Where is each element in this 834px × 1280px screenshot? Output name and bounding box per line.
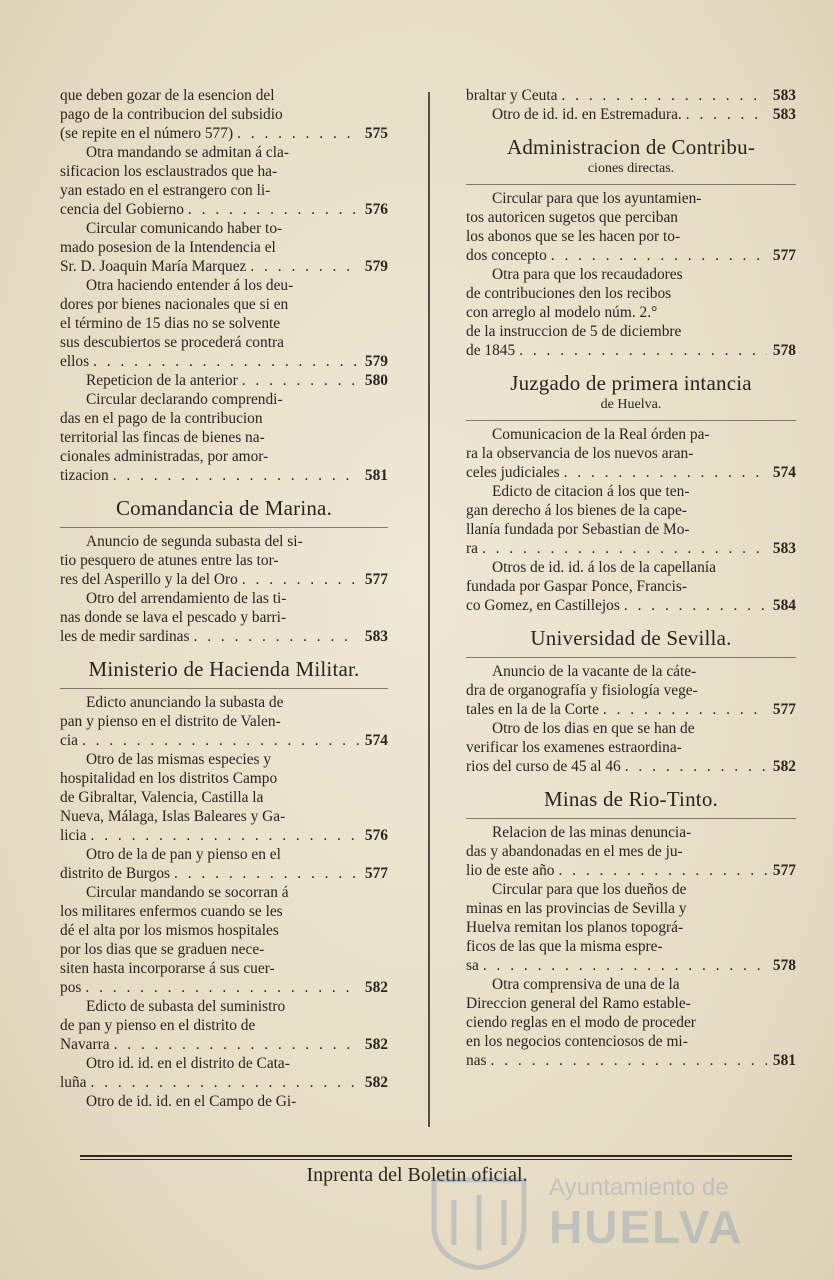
- entry-text: Otro de id. id. en Estremadura.: [492, 106, 682, 123]
- index-entry: [60, 1092, 388, 1111]
- entry-text: territorial las fincas de bienes na-: [60, 429, 265, 446]
- section-block: [466, 134, 796, 185]
- entry-text: de contribuciones den los recibos: [466, 285, 672, 302]
- page-number: 583: [772, 540, 796, 557]
- index-entry: [466, 880, 796, 975]
- entry-text: Nueva, Málaga, Islas Baleares y Ga-: [60, 808, 286, 825]
- entry-text: lio de este año: [466, 862, 555, 879]
- index-entry: [466, 265, 796, 360]
- entry-text: siten hasta incorporarse á sus cuer-: [60, 960, 275, 977]
- entry-text: Otros de id. id. á los de la capellanía: [492, 559, 716, 576]
- page-number: 583: [772, 87, 796, 104]
- entry-text: fundada por Gaspar Ponce, Francis-: [466, 578, 687, 595]
- page-number: 577: [772, 701, 796, 718]
- leader-dots: [190, 627, 359, 646]
- entry-text: nas donde se lava el pescado y barri-: [60, 609, 287, 626]
- entry-text: Otro id. id. en el distrito de Cata-: [86, 1055, 290, 1072]
- leader-dots: [110, 1035, 359, 1054]
- leader-dots: [246, 257, 359, 276]
- entry-text: gan derecho á los bienes de la cape-: [466, 502, 687, 519]
- index-entry: [466, 189, 796, 265]
- entry-text: ra la observancia de los nuevos aran-: [466, 445, 694, 462]
- section-heading: Universidad de Sevilla.: [530, 626, 732, 650]
- entry-text: Comunicacion de la Real órden pa-: [492, 426, 710, 443]
- entry-text: Circular para que los ayuntamien-: [492, 190, 702, 207]
- page-number: 582: [364, 1074, 388, 1091]
- imprint-line: Inprenta del Boletin oficial.: [306, 1164, 528, 1186]
- entry-text: los militares enfermos cuando se les: [60, 903, 283, 920]
- entry-text: de pan y pienso en el distrito de: [60, 1017, 256, 1034]
- leader-dots: [554, 861, 766, 880]
- leader-dots: [87, 1073, 359, 1092]
- footer-rule: [80, 1155, 792, 1157]
- section-rule: [60, 527, 388, 528]
- index-entry: [60, 589, 388, 646]
- entry-text: ellos: [60, 353, 90, 370]
- entry-text: con arreglo al modelo núm. 2.°: [466, 304, 658, 321]
- entry-text: res del Asperillo y la del Oro: [60, 571, 238, 588]
- section-heading: Ministerio de Hacienda Militar.: [88, 657, 360, 681]
- entry-text: Edicto de citacion á los que ten-: [492, 483, 690, 500]
- index-entry: [466, 558, 796, 615]
- page-number: 578: [772, 342, 796, 359]
- page-number: 581: [364, 467, 388, 484]
- section-heading: Comandancia de Marina.: [115, 496, 333, 520]
- entry-text: Otro de id. id. en el Campo de Gi-: [86, 1093, 297, 1110]
- leader-dots: [478, 539, 767, 558]
- entry-text: Circular para que los dueños de: [492, 881, 687, 898]
- entry-text: en los negocios contenciosos de mi-: [466, 1033, 688, 1050]
- entry-text: tos autoricen sugetos que perciban: [466, 209, 678, 226]
- entry-text: Otro de las mismas especies y: [86, 751, 272, 768]
- entry-text: Direccion general del Ramo estable-: [466, 995, 691, 1012]
- entry-text: tales en la de la Corte: [466, 701, 599, 718]
- entry-text: de Gibraltar, Valencia, Castilla la: [60, 789, 264, 806]
- entry-text: Edicto anunciando la subasta de: [86, 694, 284, 711]
- entry-text: Otro de los dias en que se han de: [492, 720, 695, 737]
- entry-text: Otra haciendo entender á los deu-: [86, 277, 294, 294]
- section-block: [466, 625, 796, 658]
- leader-dots: [547, 246, 767, 265]
- leader-dots: [560, 463, 767, 482]
- entry-text: llanía fundada por Sebastian de Mo-: [466, 521, 690, 538]
- leader-dots: [233, 124, 359, 143]
- entry-text: Otro de la de pan y pienso en el: [86, 846, 281, 863]
- leader-dots: [557, 86, 766, 105]
- entry-text: Otra mandando se admitan á cla-: [86, 144, 289, 161]
- entry-text: Otra para que los recaudadores: [492, 266, 683, 283]
- page-number: 579: [364, 258, 388, 275]
- index-entry: [466, 105, 796, 124]
- page-number: 584: [772, 597, 796, 614]
- index-entry: [60, 86, 388, 143]
- entry-text: les de medir sardinas: [60, 628, 190, 645]
- entry-text: Circular comunicando haber to-: [86, 220, 283, 237]
- entry-text: (se repite en el número 577): [60, 125, 234, 142]
- index-entry: [466, 823, 796, 880]
- entry-text: ciendo reglas en el modo de proceder: [466, 1014, 696, 1031]
- leader-dots: [170, 864, 359, 883]
- index-entry: [466, 975, 796, 1070]
- section-heading: Administracion de Contribu-: [506, 135, 756, 159]
- index-entry: [60, 532, 388, 589]
- page-number: 574: [772, 464, 796, 481]
- section-block: [466, 786, 796, 819]
- section-heading: Juzgado de primera intancia: [510, 371, 752, 395]
- entry-text: das en el pago de la contribucion: [60, 410, 263, 427]
- entry-text: de la instruccion de 5 de diciembre: [466, 323, 682, 340]
- index-entry: [60, 997, 388, 1054]
- leader-dots: [89, 352, 359, 371]
- leader-dots: [81, 978, 359, 997]
- entry-text: nas: [466, 1052, 487, 1069]
- section-block: [60, 495, 388, 528]
- index-entry: [60, 276, 388, 371]
- page-number: 582: [364, 1036, 388, 1053]
- entry-text: los abonos que se les hacen por to-: [466, 228, 681, 245]
- page-number: 577: [772, 247, 796, 264]
- entry-text: co Gomez, en Castillejos: [466, 597, 620, 614]
- page-number: 582: [772, 758, 796, 775]
- footer-rule-thin: [80, 1159, 792, 1160]
- index-entry: [60, 219, 388, 276]
- entry-text: luña: [60, 1074, 87, 1091]
- entry-text: ficos de las que la misma espre-: [466, 938, 663, 955]
- page-number: 579: [364, 353, 388, 370]
- entry-text: Otro del arrendamiento de las ti-: [86, 590, 287, 607]
- section-subheading: de Huelva.: [600, 397, 662, 412]
- entry-text: cencia del Gobierno: [60, 201, 184, 218]
- entry-text: braltar y Ceuta: [466, 87, 558, 104]
- entry-text: pago de la contribucion del subsidio: [60, 106, 283, 123]
- entry-text: cionales administradas, por amor-: [60, 448, 269, 465]
- entry-text: sus descubiertos se procederá contra: [60, 334, 284, 351]
- entry-text: Huelva remitan los planos topográ-: [466, 919, 684, 936]
- page-number: 577: [364, 865, 388, 882]
- leader-dots: [78, 731, 359, 750]
- entry-text: celes judiciales: [466, 464, 560, 481]
- leader-dots: [109, 466, 359, 485]
- section-heading: Minas de Rio-Tinto.: [544, 787, 718, 811]
- index-entry: [466, 425, 796, 482]
- entry-text: sa: [466, 957, 479, 974]
- entry-text: Navarra: [60, 1036, 110, 1053]
- page-number: 583: [364, 628, 388, 645]
- section-rule: [466, 184, 796, 185]
- entry-text: dra de organografía y fisiología vege-: [466, 682, 698, 699]
- index-entry: [60, 143, 388, 219]
- entry-text: Anuncio de la vacante de la cáte-: [492, 663, 697, 680]
- entry-text: ra: [466, 540, 478, 557]
- entry-text: pos: [60, 979, 82, 996]
- entry-text: das y abandonadas en el mes de ju-: [466, 843, 683, 860]
- index-entry: [60, 371, 388, 390]
- entry-text: Sr. D. Joaquin María Marquez: [60, 258, 247, 275]
- index-entry: [466, 719, 796, 776]
- page-number: 577: [364, 571, 388, 588]
- index-entry: [60, 883, 388, 997]
- leader-dots: [238, 371, 359, 390]
- section-subheading: ciones directas.: [587, 161, 675, 176]
- page-number: 582: [364, 979, 388, 996]
- entry-text: cia: [60, 732, 78, 749]
- entry-text: dores por bienes nacionales que si en: [60, 296, 289, 313]
- section-rule: [60, 688, 388, 689]
- index-entry: [60, 1054, 388, 1092]
- entry-text: tio pesquero de atunes entre las tor-: [60, 552, 279, 569]
- page-number: 574: [364, 732, 388, 749]
- entry-text: mado posesion de la Intendencia el: [60, 239, 276, 256]
- entry-text: hospitalidad en los distritos Campo: [60, 770, 278, 787]
- entry-text: el término de 15 dias no se solvente: [60, 315, 281, 332]
- index-entry: [466, 86, 796, 105]
- entry-text: sificacion los esclaustrados que ha-: [60, 163, 278, 180]
- entry-text: Circular mandando se socorran á: [86, 884, 289, 901]
- page-number: 580: [364, 372, 388, 389]
- entry-text: dos concepto: [466, 247, 547, 264]
- entry-text: yan estado en el estrangero con li-: [60, 182, 271, 199]
- watermark-line-2: HUELVA: [549, 1201, 744, 1253]
- index-entry: [466, 662, 796, 719]
- right-column: [466, 86, 796, 1070]
- leader-dots: [487, 1051, 767, 1070]
- index-entry: [60, 693, 388, 750]
- entry-text: verificar los examenes estraordina-: [466, 739, 682, 756]
- page-number: 577: [772, 862, 796, 879]
- entry-text: Relacion de las minas denuncia-: [492, 824, 692, 841]
- index-entry: [60, 845, 388, 883]
- entry-text: minas en las provincias de Sevilla y: [466, 900, 687, 917]
- entry-text: Otra comprensiva de una de la: [492, 976, 680, 993]
- entry-text: por los dias que se graduen nece-: [60, 941, 265, 958]
- page-number: 583: [772, 106, 796, 123]
- leader-dots: [599, 700, 767, 719]
- page-number: 576: [364, 201, 388, 218]
- entry-text: dé el alta por los mismos hospitales: [60, 922, 279, 939]
- entry-text: de 1845: [466, 342, 516, 359]
- leader-dots: [87, 826, 359, 845]
- leader-dots: [479, 956, 767, 975]
- leader-dots: [238, 570, 359, 589]
- entry-text: Circular declarando comprendi-: [86, 391, 283, 408]
- section-rule: [466, 657, 796, 658]
- section-block: [60, 656, 388, 689]
- page-number: 578: [772, 957, 796, 974]
- entry-text: Repeticion de la anterior: [86, 372, 238, 389]
- entry-text: distrito de Burgos: [60, 865, 171, 882]
- entry-text: pan y pienso en el distrito de Valen-: [60, 713, 281, 730]
- watermark-line-1: Ayuntamiento de: [549, 1174, 729, 1201]
- entry-text: que deben gozar de la esencion del: [60, 87, 275, 104]
- column-divider: [428, 92, 430, 1127]
- section-rule: [466, 420, 796, 421]
- page-number: 575: [364, 125, 388, 142]
- index-entry: [466, 482, 796, 558]
- leader-dots: [515, 341, 767, 360]
- leader-dots: [621, 757, 767, 776]
- leader-dots: [620, 596, 767, 615]
- page-number: 576: [364, 827, 388, 844]
- index-entry: [60, 390, 388, 485]
- entry-text: Edicto de subasta del suministro: [86, 998, 286, 1015]
- entry-text: rios del curso de 45 al 46: [466, 758, 621, 775]
- index-entry: [60, 750, 388, 845]
- coat-of-arms-icon: [424, 1170, 534, 1270]
- left-column: [60, 86, 388, 1111]
- archive-watermark: [424, 1170, 754, 1270]
- section-block: [466, 370, 796, 421]
- section-rule: [466, 818, 796, 819]
- entry-text: licia: [60, 827, 87, 844]
- leader-dots: [682, 105, 767, 124]
- page-number: 581: [772, 1052, 796, 1069]
- entry-text: tizacion: [60, 467, 109, 484]
- entry-text: Anuncio de segunda subasta del si-: [86, 533, 303, 550]
- leader-dots: [184, 200, 359, 219]
